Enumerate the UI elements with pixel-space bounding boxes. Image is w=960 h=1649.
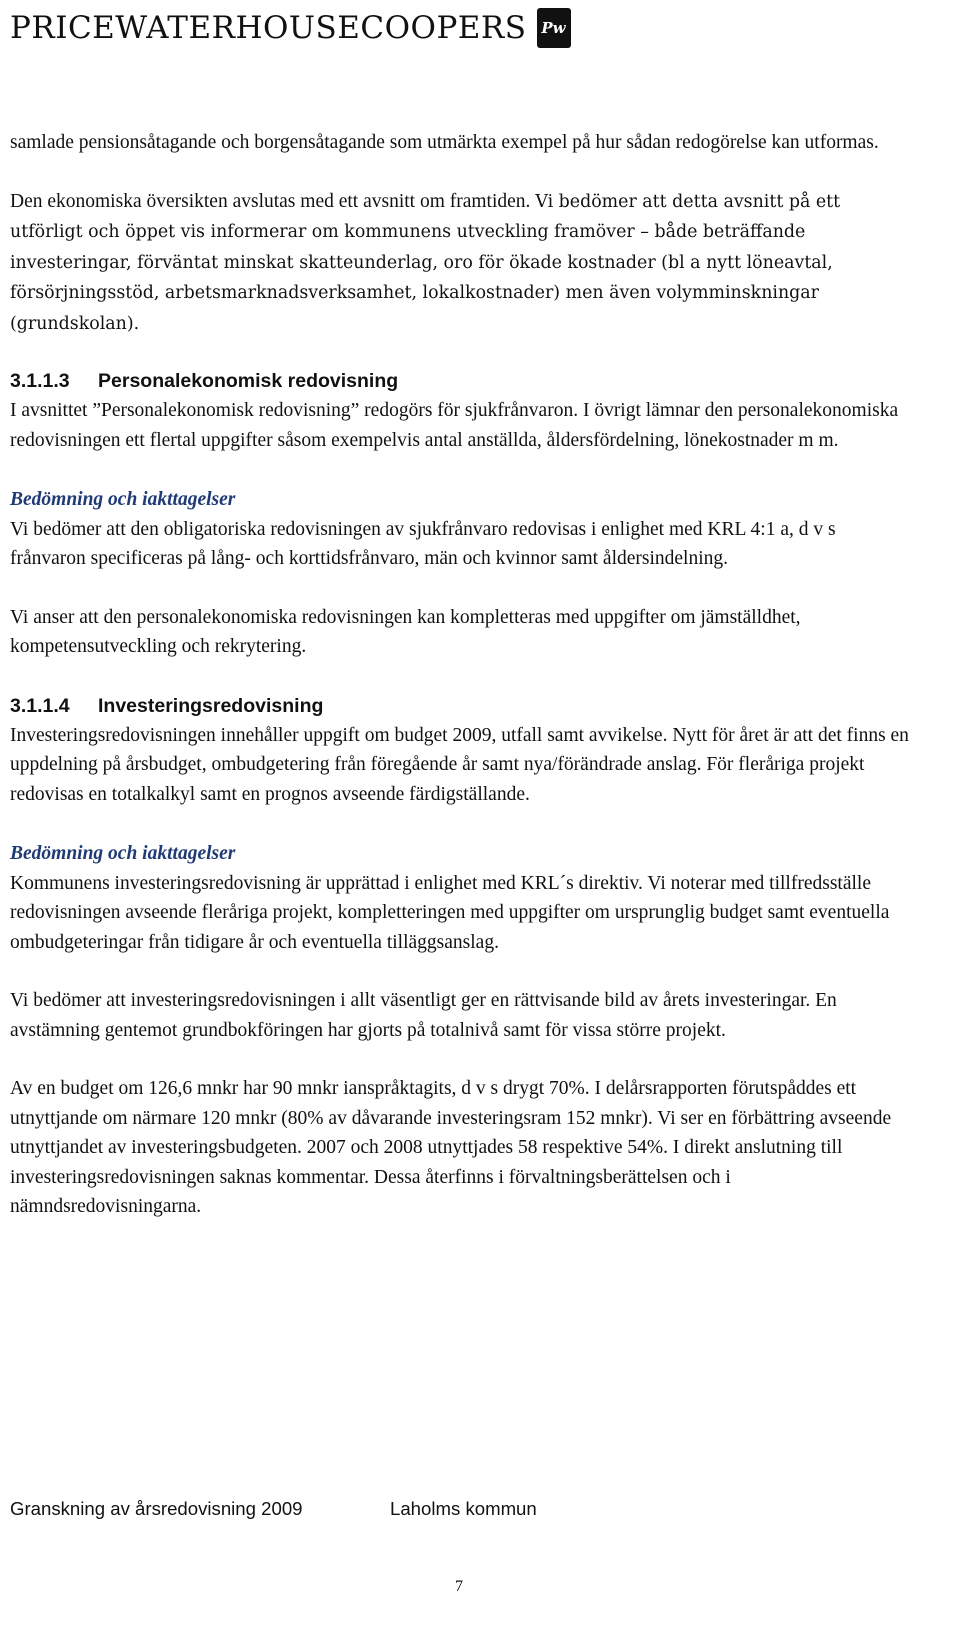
subheading: Bedömning och iakttagelser xyxy=(10,489,236,510)
section-title: Personalekonomisk redovisning xyxy=(98,370,399,392)
logo-emblem-icon: Pw xyxy=(537,8,571,48)
paragraph: Investeringsredovisningen innehåller uppgift om budget 2009, utfall samt avvikelse. Nytt för året är att det finns en uppdelning på årsbudget, ombudgetering från föregående år samt nya/förändrade anslag. För fleråriga projekt redovisas en totalkalkyl samt en prognos avseende färdigställande. xyxy=(10,724,909,805)
paragraph-lead-sentence: Den ekonomiska översikten avslutas med ett avsnitt om framtiden. xyxy=(10,190,531,212)
section-number: 3.1.1.4 xyxy=(10,694,70,717)
paragraph-framtiden xyxy=(10,187,916,340)
section-number: 3.1.1.3 xyxy=(10,370,70,392)
logo-wordmark: PRICEWATERHOUSECOOPERS xyxy=(10,10,527,46)
paragraph: samlade pensionsåtagande och borgensåtagande som utmärkta exempel på hur sådan redogörelse kan utformas. xyxy=(10,132,879,153)
paragraph: Vi bedömer att investeringsredovisningen i allt väsentligt ger en rättvisande bild av årets investeringar. En avstämning gentemot grundbokföringen har gjorts på totalnivå samt för vissa större projekt. xyxy=(10,990,837,1041)
footer-municipality: Laholms kommun xyxy=(390,1498,537,1519)
page-number: 7 xyxy=(455,1578,463,1595)
section-heading xyxy=(10,367,916,396)
paragraph: Kommunens investeringsredovisning är upprättad i enlighet med KRL´s direktiv. Vi noterar med tillfredsställe redovisningen avseende fleråriga projekt, kompletteringen med uppgifter om ursprunglig budget samt eventuella ombudgeteringar från tidigare år och eventuella tilläggsanslag. xyxy=(10,872,890,953)
paragraph: Vi anser att den personalekonomiska redovisningen kan kompletteras med uppgifter om jämställdhet, kompetensutveckling och rekrytering. xyxy=(10,606,801,657)
subheading: Bedömning och iakttagelser xyxy=(10,843,236,864)
document-body xyxy=(10,128,916,1222)
paragraph-assessment: Vi bedömer att detta avsnitt på ett utförligt och öppet vis informerar om kommunens utveckling framöver – både beträffande investeringar, förväntat minskat skatteunderlag, oro för ökade kostnader (bl a nytt löneavtal, försörjningsstöd, arbetsmarknadsverksamhet, lokalkostnader) men även volymminskningar (grundskolan). xyxy=(10,191,841,334)
paragraph: Av en budget om 126,6 mnkr har 90 mnkr ianspråktagits, d v s drygt 70%. I delårsrapporten förutspåddes ett utnyttjande om närmare 120 mnkr (80% av dåvarande investeringsram 152 mnkr). Vi ser en förbättring avseende utnyttjandet av investeringsbudgeten. 2007 och 2008 utnyttjades 58 respektive 54%. I direkt anslutning till investeringsredovisningen saknas kommentar. Dessa återfinns i förvaltningsberättelsen och i nämndsredovisningarna. xyxy=(10,1078,892,1217)
company-logo xyxy=(10,4,571,52)
paragraph: Vi bedömer att den obligatoriska redovisningen av sjukfrånvaro redovisas i enlighet med KRL 4:1 a, d v s frånvaron specificeras på lång- och korttidsfrånvaro, män och kvinnor samt åldersindelning. xyxy=(10,518,836,569)
paragraph: I avsnittet ”Personalekonomisk redovisning” redogörs för sjukfrånvaron. I övrigt lämnar den personalekonomiska redovisningen ett flertal uppgifter såsom exempelvis antal anställda, åldersfördelning, lönekostnader m m. xyxy=(10,400,899,451)
section-heading xyxy=(10,692,916,721)
section-title: Investeringsredovisning xyxy=(98,694,324,717)
footer-document-title: Granskning av årsredovisning 2009 xyxy=(10,1498,303,1519)
